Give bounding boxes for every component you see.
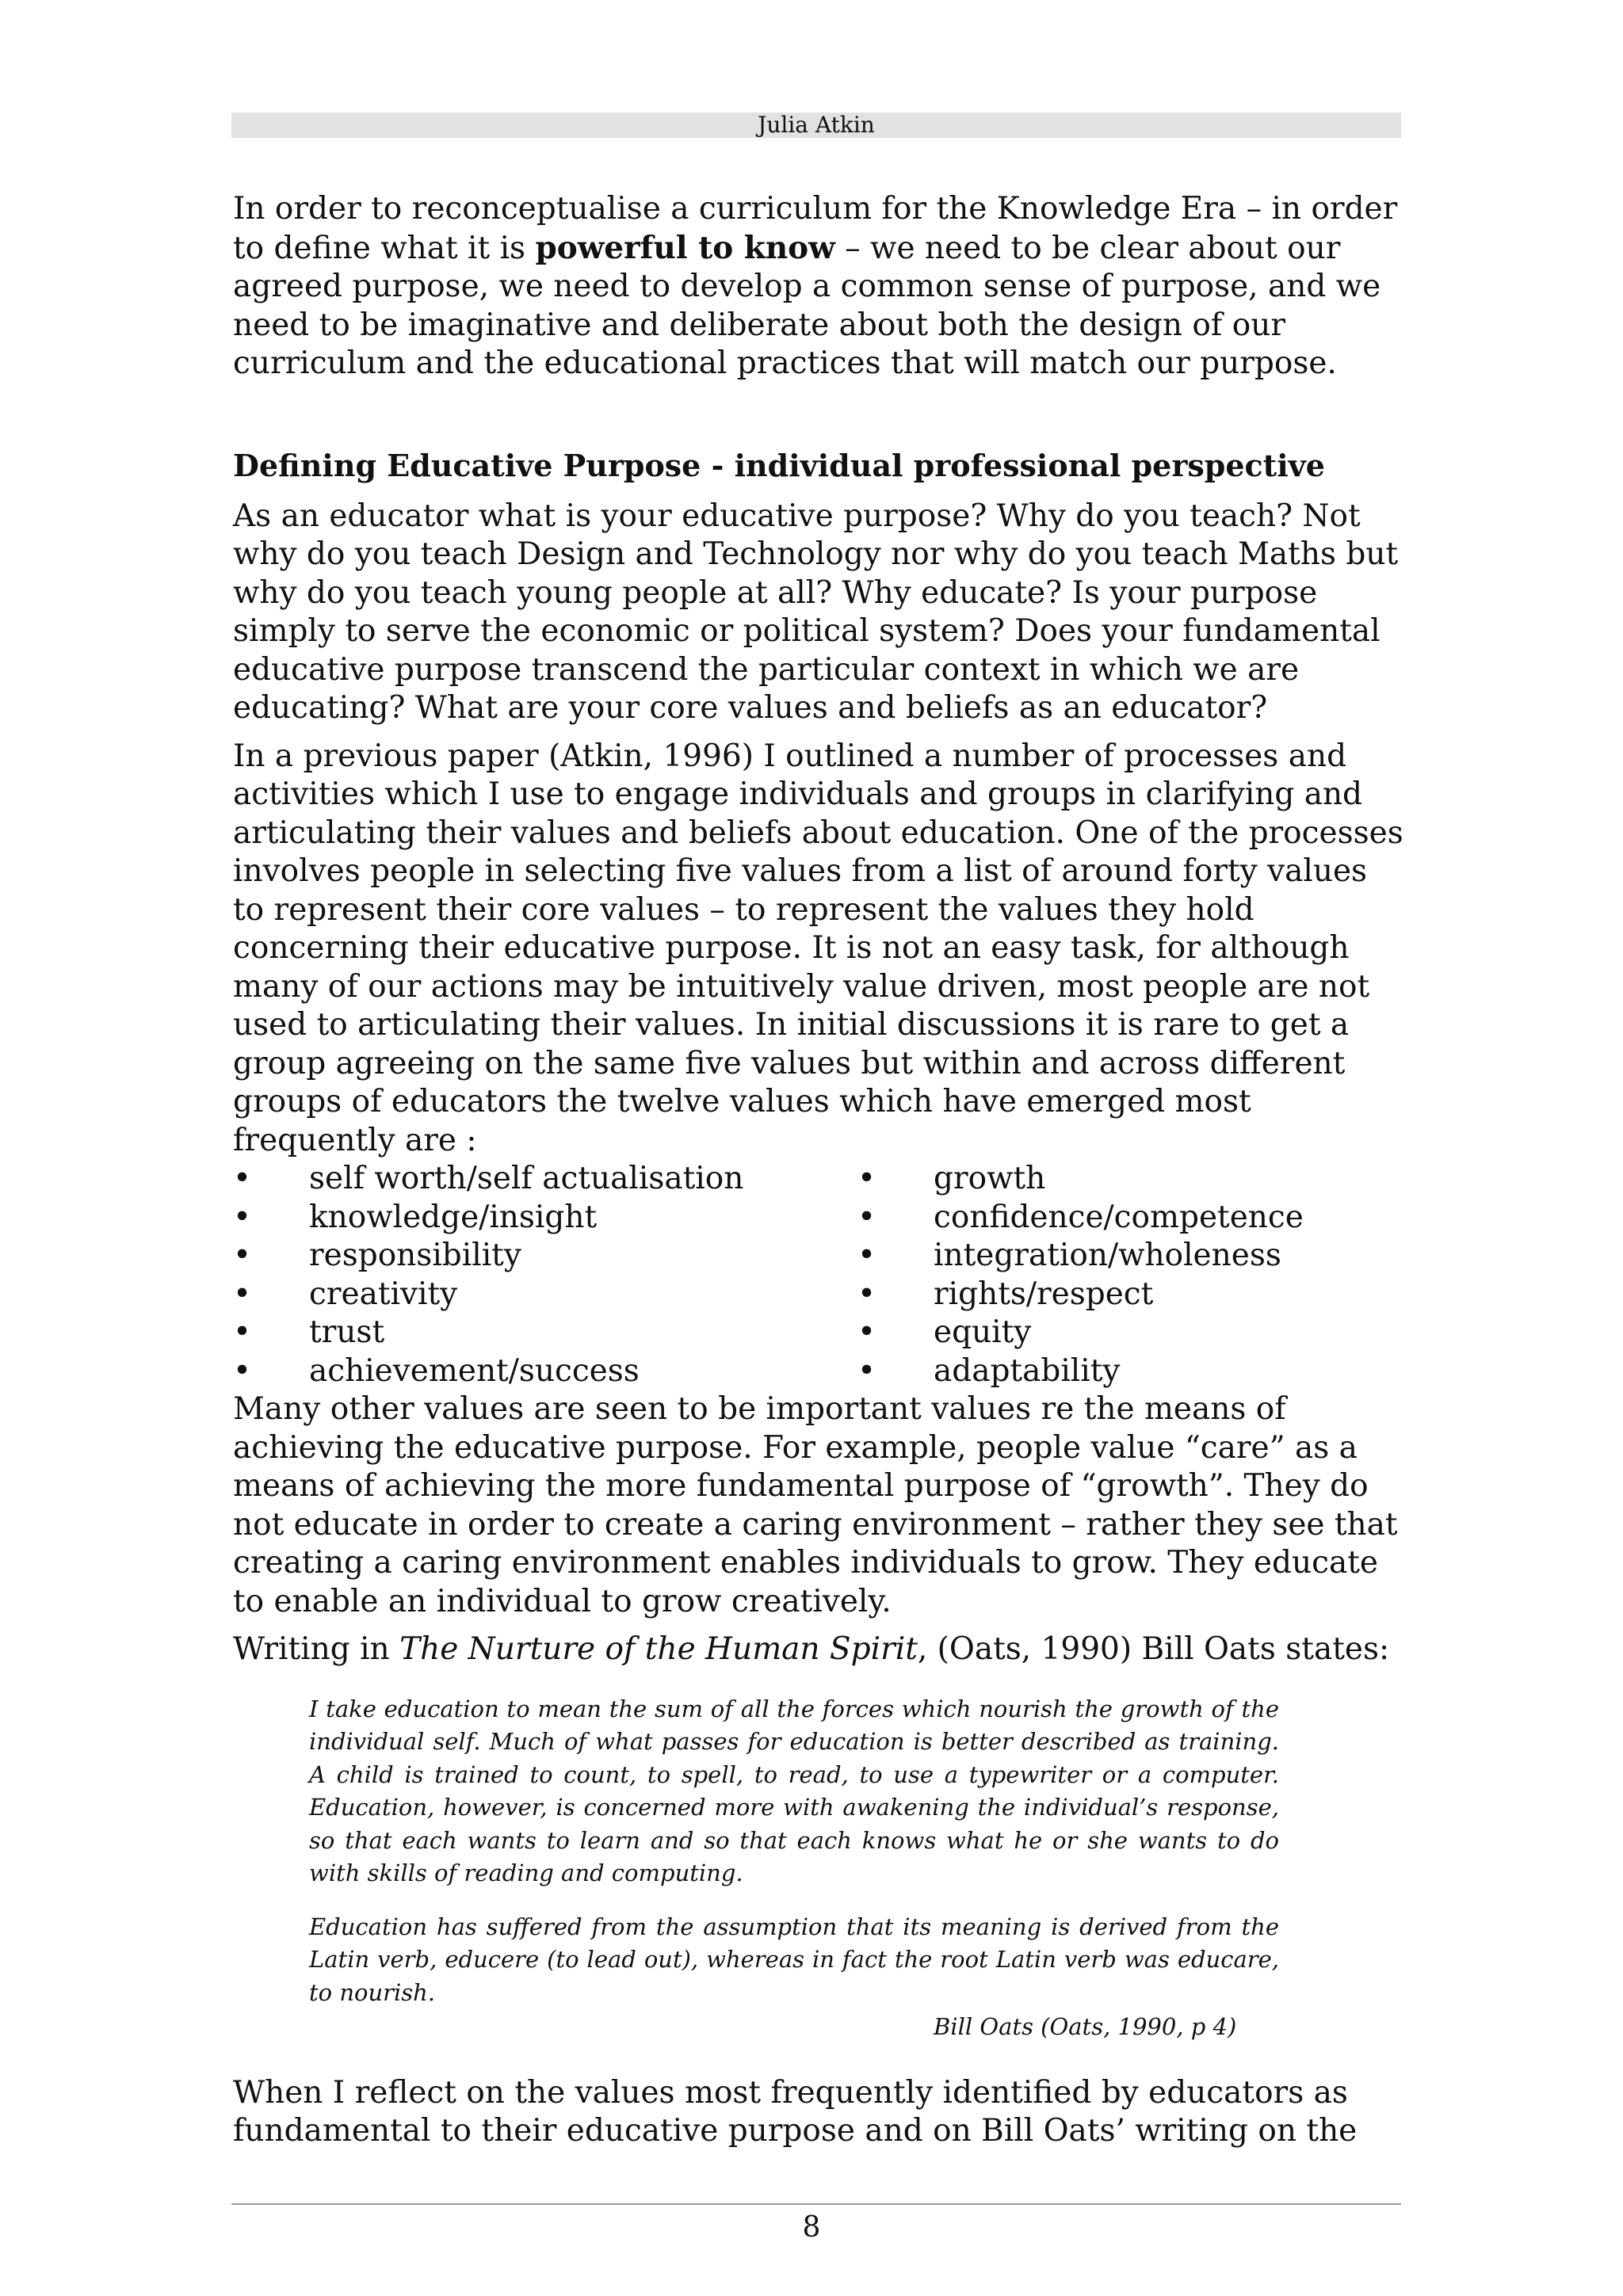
header-author: Julia Atkin [758,112,875,138]
bullet-icon: • [857,1276,876,1312]
running-header [231,113,1401,138]
section-heading: Defining Educative Purpose - individual professional perspective [233,447,1325,483]
value-label: confidence/competence [934,1199,1304,1235]
bullet-icon: • [857,1199,876,1235]
value-label: rights/respect [934,1276,1154,1312]
intro-paragraph [233,190,1406,383]
paragraph-closing: When I reflect on the values most frequently identified by educators as fundamental to their educative purpose and on Bill Oats’ writing on the [233,2074,1358,2149]
quote-paragraph-2: Education has suffered from the assumption that its meaning is derived from the Latin verb, educere (to lead out), whereas in fact the root Latin verb was educare, to nourish. [309,1913,1279,2006]
value-label: growth [934,1161,1046,1196]
intro-text-end: – we need to be clear about our agreed purpose, we need to develop a common sense of purpose, and we need to be imaginative and deliberate about both the design of our curriculum and the educational practices that will match our purpose. [233,230,1381,381]
paragraph-previous-paper: In a previous paper (Atkin, 1996) I outlined a number of processes and activities which I use to engage individuals and groups in clarifying and articulating their values and beliefs about education. One of the processes involves people in selecting five values from a list of around forty values to represent their core values – to represent the values they hold concerning their educative purpose. It is not an easy task, for although many of our actions may be intuitively value driven, most people are not used to articulating their values. In initial discussions it is rare to get a group agreeing on the same five values but within and across different groups of educators the twelve values which have emerged most frequently are : [233,738,1403,1158]
value-label: responsibility [309,1238,521,1273]
bullet-icon: • [233,1199,252,1235]
paragraph-oats-intro [233,1630,1406,1669]
bullet-icon: • [233,1314,252,1350]
intro-text-start: In order to reconceptualise a curriculum for the Knowledge Era – in order to define what it is [233,191,1398,266]
quote-attribution: Bill Oats (Oats, 1990, p 4) [934,2013,1237,2040]
footer-divider [231,2203,1401,2205]
page-body [233,190,1406,2151]
value-label: trust [309,1314,385,1350]
bullet-icon: • [233,1161,252,1196]
oats-intro-start: Writing in [233,1631,400,1667]
values-list [233,1160,1406,1390]
value-label: integration/wholeness [934,1238,1281,1273]
page-number: 8 [802,2211,821,2244]
quote-paragraph-1: I take education to mean the sum of all the forces which nourish the growth of the individual self. Much of what passes for education is better described as training. A child is trained to count, to spell, to read, to use a typewriter or a computer. Education, however, is concerned more with awakening the individual’s response, so that each wants to learn and so that each knows what he or she wants to do with skills of reading and computing. [309,1695,1279,1886]
value-label: equity [934,1314,1032,1350]
bullet-icon: • [233,1276,252,1312]
oats-intro-end: , (Oats, 1990) Bill Oats states: [917,1631,1390,1667]
bullet-icon: • [857,1161,876,1196]
paragraph-means-values: Many other values are seen to be important values re the means of achieving the educative purpose. For example, people value “care” as a means of achieving the more fundamental purpose of “growth”. They do not educate in order to create a caring environment – rather they see that creating a caring environment enables individuals to grow. They educate to enable an individual to grow creatively. [233,1391,1398,1619]
block-quote [309,1693,1279,2044]
bullet-icon: • [857,1238,876,1273]
value-label: knowledge/insight [309,1199,598,1235]
value-label: adaptability [934,1352,1121,1389]
bullet-icon: • [857,1314,876,1350]
bullet-icon: • [857,1352,876,1389]
bullet-icon: • [233,1238,252,1273]
book-title: The Nurture of the Human Spirit [399,1631,918,1667]
value-label: achievement/success [309,1352,640,1389]
value-label: creativity [309,1276,458,1312]
intro-bold-phrase: powerful to know [535,229,835,266]
value-label: self worth/self actualisation [309,1161,744,1196]
bullet-icon: • [233,1352,252,1389]
paragraph-educative-purpose: As an educator what is your educative purpose? Why do you teach? Not why do you teach Design and Technology nor why do you teach Maths but why do you teach young people at all? Why educate? Is your purpose simply to serve the economic or political system? Does your fundamental educative purpose transcend the particular context in which we are educating? What are your core values and beliefs as an educator? [233,498,1399,726]
